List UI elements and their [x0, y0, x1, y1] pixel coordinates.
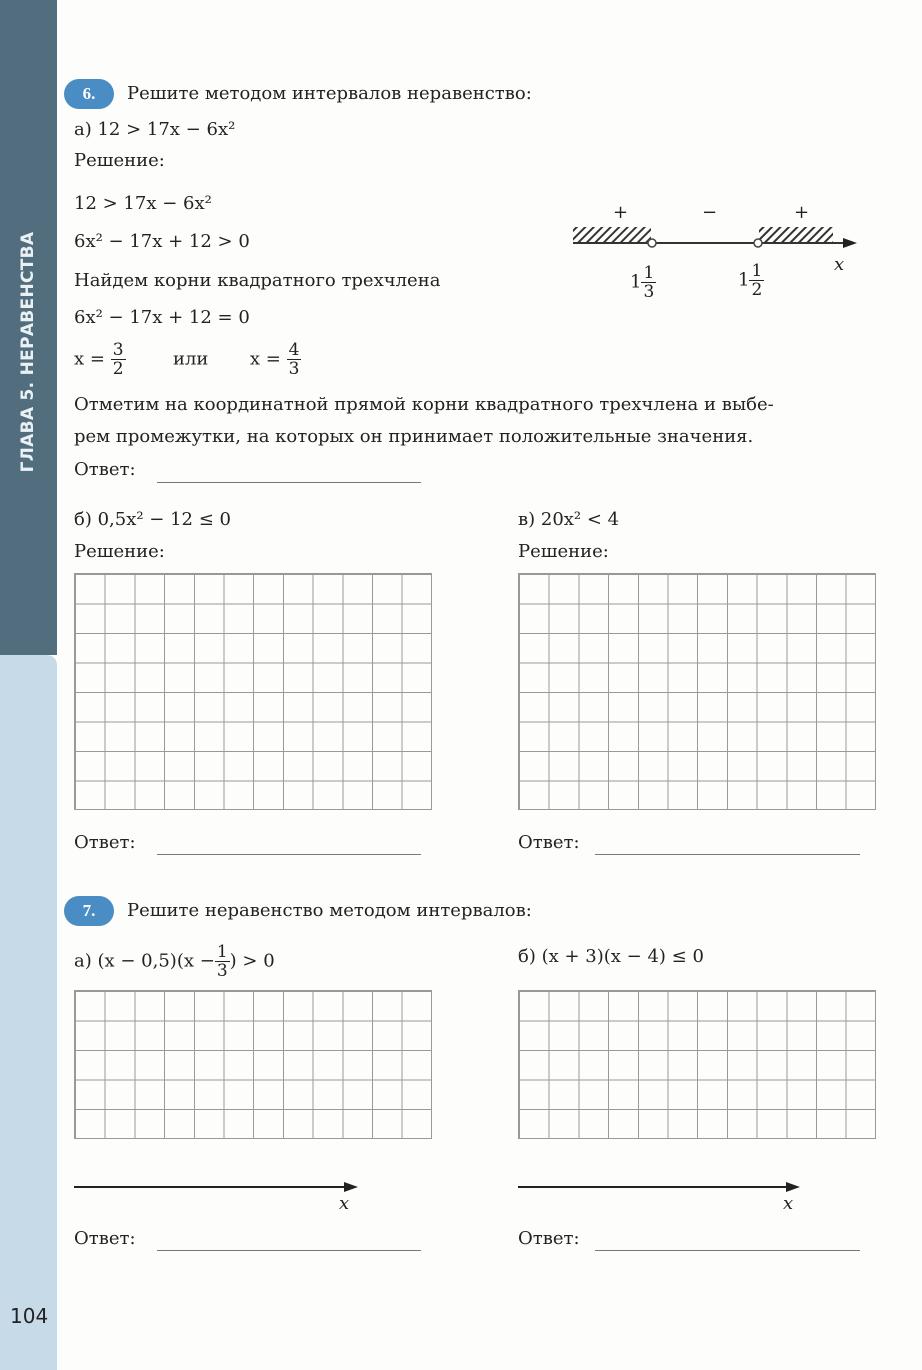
task-6b-label: б) 0,5x² − 12 ≤ 0 — [74, 509, 231, 530]
root-prefix: x = — [249, 348, 281, 370]
solution-line: 6x² − 17x + 12 = 0 — [74, 307, 250, 328]
open-point — [754, 239, 762, 247]
or-word: или — [173, 348, 209, 370]
numerator: 3 — [112, 340, 124, 360]
chapter-title: ГЛАВА 5. НЕРАВЕНСТВА — [18, 231, 38, 473]
open-point — [648, 239, 656, 247]
denominator: 2 — [112, 359, 124, 379]
solution-grid-7a[interactable] — [74, 990, 432, 1139]
answer-input-line[interactable] — [157, 482, 421, 483]
task-6-title: Решите методом интервалов неравенство: — [127, 83, 532, 104]
solution-line: 12 > 17x − 6x² — [74, 193, 212, 214]
solution-grid-7b[interactable] — [518, 990, 876, 1139]
fraction — [111, 341, 126, 378]
denominator: 3 — [216, 961, 228, 981]
sidebar-lower — [0, 655, 57, 1370]
task-6c-label: в) 20x² < 4 — [518, 509, 620, 530]
axis-label: x — [834, 254, 845, 275]
expression-part: а) (x − 0,5)(x − — [74, 950, 215, 972]
axis-arrow-icon — [344, 1182, 358, 1192]
point-label-2 — [738, 262, 764, 299]
solution-label: Решение: — [74, 541, 165, 562]
whole: 1 — [630, 271, 642, 293]
solution-grid-6c[interactable] — [518, 573, 876, 810]
answer-input-line[interactable] — [595, 1250, 860, 1251]
number-line-diagram — [565, 195, 875, 325]
fraction — [215, 943, 230, 980]
answer-label: Ответ: — [74, 1228, 136, 1249]
axis-label: x — [783, 1193, 794, 1214]
whole: 1 — [738, 269, 750, 291]
solution-line: 6x² − 17x + 12 > 0 — [74, 231, 250, 252]
root-prefix: x = — [74, 348, 105, 370]
page-number: 104 — [10, 1304, 49, 1328]
answer-input-line[interactable] — [157, 1250, 421, 1251]
axis-line-7a — [74, 1186, 346, 1188]
axis-label: x — [339, 1193, 350, 1214]
task-7b-label: б) (x + 3)(x − 4) ≤ 0 — [518, 946, 704, 967]
axis-arrow-icon — [843, 238, 857, 248]
numerator: 1 — [216, 942, 228, 962]
denominator: 2 — [751, 280, 763, 300]
solution-line: Найдем корни квадратного трехчлена — [74, 270, 441, 291]
sign-plus: + — [794, 202, 810, 223]
axis-line-7b — [518, 1186, 788, 1188]
solution-label: Решение: — [518, 541, 609, 562]
hatch-left — [573, 227, 651, 243]
point-label-1 — [630, 264, 656, 301]
fraction — [641, 264, 656, 301]
solution-label: Решение: — [74, 150, 165, 171]
denominator: 3 — [643, 282, 655, 302]
sign-plus: + — [613, 202, 629, 223]
answer-label: Ответ: — [518, 832, 580, 853]
expression-part: ) > 0 — [229, 950, 275, 972]
answer-input-line[interactable] — [595, 854, 860, 855]
denominator: 3 — [288, 359, 300, 379]
answer-label: Ответ: — [74, 832, 136, 853]
roots-line — [74, 341, 301, 378]
numerator: 1 — [643, 263, 655, 283]
paragraph-line: рем промежутки, на которых он принимает положительные значения. — [74, 426, 754, 447]
numerator: 1 — [751, 261, 763, 281]
answer-label: Ответ: — [74, 459, 136, 480]
task-7a-label — [74, 943, 275, 980]
answer-label: Ответ: — [518, 1228, 580, 1249]
axis-arrow-icon — [786, 1182, 800, 1192]
fraction — [287, 341, 302, 378]
hatch-right — [759, 227, 833, 243]
fraction — [749, 262, 764, 299]
paragraph-line: Отметим на координатной прямой корни квадратного трехчлена и выбе- — [74, 394, 774, 415]
numerator: 4 — [288, 340, 300, 360]
solution-grid-6b[interactable] — [74, 573, 432, 810]
sign-minus: − — [702, 202, 718, 223]
task-6-badge: 6. — [64, 79, 114, 109]
answer-input-line[interactable] — [157, 854, 421, 855]
task-7-badge: 7. — [64, 896, 114, 926]
task-7-title: Решите неравенство методом интервалов: — [127, 900, 532, 921]
task-6a-label: а) 12 > 17x − 6x² — [74, 119, 236, 140]
